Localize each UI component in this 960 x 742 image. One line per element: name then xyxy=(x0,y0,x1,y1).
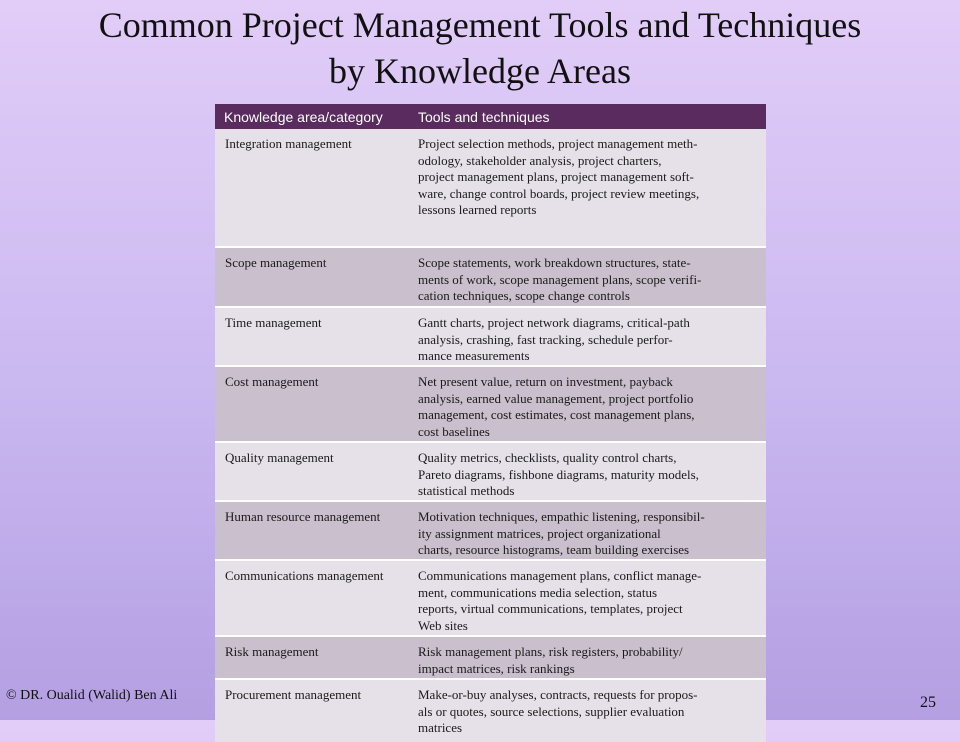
cell-knowledge-area: Communications management xyxy=(225,568,384,583)
cell-tools-techniques: Quality metrics, checklists, quality control charts, Pareto diagrams, fishbone diagrams, maturity models, statistical methods xyxy=(418,450,699,498)
table-row-scope xyxy=(215,248,766,308)
cell-tools-techniques: Gantt charts, project network diagrams, critical-path analysis, crashing, fast tracking, schedule perfor- mance measurements xyxy=(418,315,690,363)
slide-title xyxy=(0,2,960,94)
cell-knowledge-area: Quality management xyxy=(225,450,334,465)
table-row-cost xyxy=(215,367,766,443)
cell-knowledge-area: Integration management xyxy=(225,136,352,151)
cell-knowledge-area: Risk management xyxy=(225,644,319,659)
table-row-procurement xyxy=(215,680,766,742)
cell-tools-techniques: Net present value, return on investment, payback analysis, earned value management, project portfolio management, cost estimates, cost management plans, cost baselines xyxy=(418,374,695,439)
tools-techniques-table xyxy=(215,104,766,735)
copyright-footer: © DR. Oualid (Walid) Ben Ali xyxy=(6,688,178,703)
slide-title-line-2: by Knowledge Areas xyxy=(329,51,631,91)
cell-tools-techniques: Risk management plans, risk registers, probability/ impact matrices, risk rankings xyxy=(418,644,683,676)
cell-tools-techniques: Scope statements, work breakdown structures, state- ments of work, scope management plans, scope verifi- cation techniques, scope change controls xyxy=(418,255,702,303)
cell-knowledge-area: Scope management xyxy=(225,255,327,270)
cell-tools-techniques: Motivation techniques, empathic listening, responsibil- ity assignment matrices, project organizational charts, resource histograms, team building exercises xyxy=(418,509,705,557)
cell-knowledge-area: Procurement management xyxy=(225,687,362,702)
page-number: 25 xyxy=(920,694,936,711)
cell-knowledge-area: Cost management xyxy=(225,374,319,389)
table-row-communications xyxy=(215,561,766,637)
column-header-tools: Tools and techniques xyxy=(418,108,550,125)
slide-title-line-1: Common Project Management Tools and Techniques xyxy=(98,5,862,45)
cell-tools-techniques: Communications management plans, conflict manage- ment, communications media selection, status reports, virtual communications, templates, project Web sites xyxy=(418,568,702,633)
cell-tools-techniques: Project selection methods, project management meth- odology, stakeholder analysis, project charters, project management plans, project management soft- ware, change control boards, project review meetings, lessons learned reports xyxy=(418,136,700,217)
table-row-risk xyxy=(215,637,766,680)
cell-tools-techniques: Make-or-buy analyses, contracts, requests for propos- als or quotes, source selections, supplier evaluation matrices xyxy=(418,687,698,735)
column-header-knowledge-area: Knowledge area/category xyxy=(224,108,383,125)
table-row-human-resource xyxy=(215,502,766,561)
table-header xyxy=(215,104,766,129)
table-row-time xyxy=(215,308,766,367)
table-row-integration xyxy=(215,129,766,248)
table-row-quality xyxy=(215,443,766,502)
cell-knowledge-area: Time management xyxy=(225,315,322,330)
cell-knowledge-area: Human resource management xyxy=(225,509,381,524)
